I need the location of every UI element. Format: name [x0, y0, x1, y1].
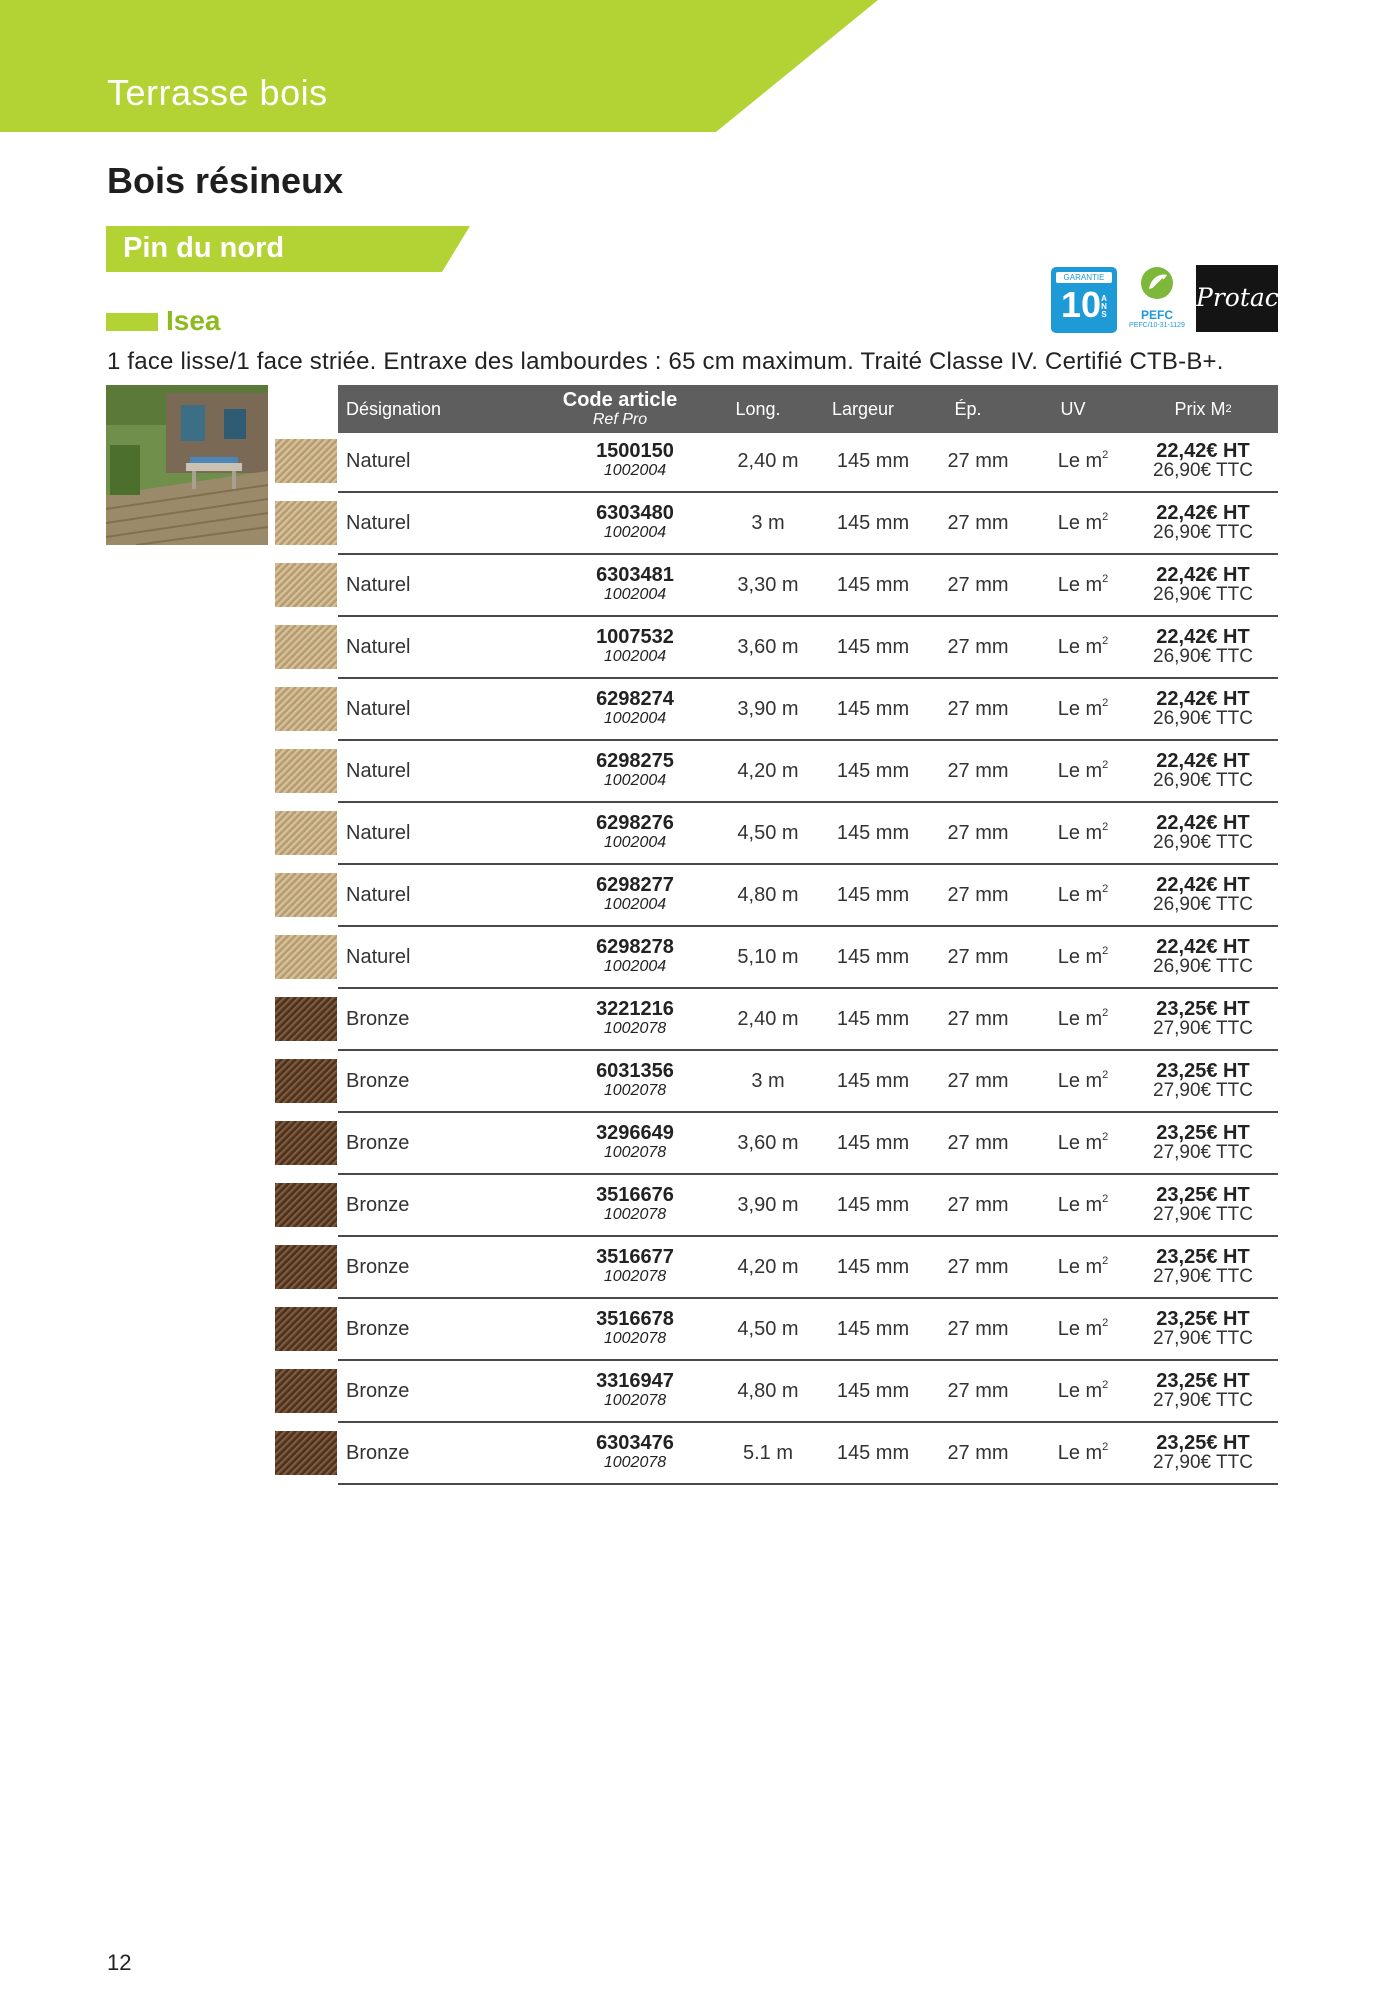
largeur-cell: 145 mm	[836, 759, 910, 782]
designation-cell: Naturel	[346, 511, 411, 534]
price-cell: 23,25€ HT 27,90€ TTC	[1153, 1246, 1253, 1287]
code-cell: 3316947 1002078	[596, 1370, 674, 1409]
ep-cell: 27 mm	[947, 759, 1009, 782]
designation-cell: Naturel	[346, 759, 411, 782]
price-cell: 23,25€ HT 27,90€ TTC	[1153, 1308, 1253, 1349]
price-cell: 22,42€ HT 26,90€ TTC	[1153, 750, 1253, 791]
code-cell: 6298274 1002004	[596, 688, 674, 727]
table-row	[0, 989, 1280, 1051]
designation-cell: Bronze	[346, 1379, 410, 1402]
code-cell: 6298275 1002004	[596, 750, 674, 789]
code-cell: 6298278 1002004	[596, 936, 674, 975]
long-cell: 5.1 m	[742, 1441, 794, 1464]
code-cell: 3516677 1002078	[596, 1246, 674, 1285]
long-cell: 4,50 m	[737, 821, 799, 844]
table-row	[0, 1299, 1280, 1361]
price-cell: 22,42€ HT 26,90€ TTC	[1153, 502, 1253, 543]
code-cell: 6303480 1002004	[596, 502, 674, 541]
designation-cell: Bronze	[346, 1007, 410, 1030]
header-designation: Désignation	[346, 398, 442, 419]
designation-cell: Bronze	[346, 1131, 410, 1154]
long-cell: 3,30 m	[737, 573, 799, 596]
table-row	[0, 1051, 1280, 1113]
long-cell: 3 m	[751, 511, 785, 534]
largeur-cell: 145 mm	[836, 1131, 910, 1154]
uv-cell: Le m $^2$	[1057, 1317, 1109, 1340]
header-uv: UV	[1060, 398, 1086, 419]
designation-cell: Naturel	[346, 449, 411, 472]
price-cell: 22,42€ HT 26,90€ TTC	[1153, 440, 1253, 481]
naturel-wood-swatch	[275, 811, 337, 855]
long-cell: 4,80 m	[737, 1379, 799, 1402]
code-cell: 3516678 1002078	[596, 1308, 674, 1347]
code-cell: 1007532 1002004	[596, 626, 674, 665]
product-description: 1 face lisse/1 face striée. Entraxe des lambourdes : 65 cm maximum. Traité Classe IV. Certifié CTB-B+.	[107, 348, 1224, 375]
code-cell: 3221216 1002078	[596, 998, 674, 1037]
largeur-cell: 145 mm	[836, 883, 910, 906]
largeur-cell: 145 mm	[836, 573, 910, 596]
row-divider	[338, 1483, 1278, 1485]
banner-title: Terrasse bois	[107, 72, 328, 113]
naturel-wood-swatch	[275, 687, 337, 731]
code-cell: 6303476 1002078	[596, 1432, 674, 1471]
price-cell: 22,42€ HT 26,90€ TTC	[1153, 812, 1253, 853]
price-cell: 23,25€ HT 27,90€ TTC	[1153, 1184, 1253, 1225]
bronze-wood-swatch	[275, 1183, 337, 1227]
designation-cell: Naturel	[346, 821, 411, 844]
price-cell: 22,42€ HT 26,90€ TTC	[1153, 626, 1253, 667]
designation-cell: Naturel	[346, 573, 411, 596]
largeur-cell: 145 mm	[836, 945, 910, 968]
long-cell: 3,60 m	[737, 1131, 799, 1154]
largeur-cell: 145 mm	[836, 1255, 910, 1278]
ep-cell: 27 mm	[947, 635, 1009, 658]
ep-cell: 27 mm	[947, 1255, 1009, 1278]
long-cell: 3,90 m	[737, 697, 799, 720]
uv-cell: Le m $^2$	[1057, 1379, 1109, 1402]
bronze-wood-swatch	[275, 1369, 337, 1413]
ep-cell: 27 mm	[947, 1007, 1009, 1030]
table-row	[0, 1423, 1280, 1485]
price-cell: 23,25€ HT 27,90€ TTC	[1153, 998, 1253, 1039]
largeur-cell: 145 mm	[836, 511, 910, 534]
naturel-wood-swatch	[275, 935, 337, 979]
table-row	[0, 741, 1280, 803]
product-marker	[106, 313, 158, 331]
table-row	[0, 431, 1280, 493]
header-code: Code article Ref Pro	[562, 389, 678, 428]
price-cell: 22,42€ HT 26,90€ TTC	[1153, 564, 1253, 605]
bronze-wood-swatch	[275, 1059, 337, 1103]
table-row	[0, 1237, 1280, 1299]
uv-cell: Le m $^2$	[1057, 1255, 1109, 1278]
designation-cell: Naturel	[346, 635, 411, 658]
garantie-badge	[1051, 267, 1117, 333]
uv-cell: Le m $^2$	[1057, 573, 1109, 596]
ep-cell: 27 mm	[947, 1193, 1009, 1216]
header-prix: Prix M 2	[1174, 398, 1232, 419]
uv-cell: Le m $^2$	[1057, 821, 1109, 844]
price-cell: 23,25€ HT 27,90€ TTC	[1153, 1370, 1253, 1411]
largeur-cell: 145 mm	[836, 1193, 910, 1216]
ep-cell: 27 mm	[947, 1317, 1009, 1340]
section-title: Bois résineux	[107, 160, 344, 201]
long-cell: 4,20 m	[737, 1255, 799, 1278]
table-row	[0, 865, 1280, 927]
bronze-wood-swatch	[275, 1121, 337, 1165]
largeur-cell: 145 mm	[836, 1007, 910, 1030]
pefc-label: PEFC	[1140, 308, 1173, 322]
code-cell: 3516676 1002078	[596, 1184, 674, 1223]
uv-cell: Le m $^2$	[1057, 449, 1109, 472]
long-cell: 3,60 m	[737, 635, 799, 658]
designation-cell: Bronze	[346, 1317, 410, 1340]
uv-cell: Le m $^2$	[1057, 945, 1109, 968]
ep-cell: 27 mm	[947, 1069, 1009, 1092]
uv-cell: Le m $^2$	[1057, 697, 1109, 720]
ep-cell: 27 mm	[947, 1131, 1009, 1154]
header-ep: Ép.	[954, 398, 982, 419]
designation-cell: Naturel	[346, 883, 411, 906]
code-cell: 6298276 1002004	[596, 812, 674, 851]
garantie-years: 10ANS	[1060, 284, 1107, 325]
naturel-wood-swatch	[275, 501, 337, 545]
naturel-wood-swatch	[275, 873, 337, 917]
table-row	[0, 617, 1280, 679]
largeur-cell: 145 mm	[836, 1441, 910, 1464]
price-cell: 22,42€ HT 26,90€ TTC	[1153, 688, 1253, 729]
largeur-cell: 145 mm	[836, 1069, 910, 1092]
designation-cell: Naturel	[346, 697, 411, 720]
header-largeur: Largeur	[831, 398, 895, 419]
code-cell: 1500150 1002004	[596, 440, 674, 479]
long-cell: 4,50 m	[737, 1317, 799, 1340]
designation-cell: Bronze	[346, 1441, 410, 1464]
ep-cell: 27 mm	[947, 821, 1009, 844]
code-cell: 6031356 1002078	[596, 1060, 674, 1099]
product-name: Isea	[166, 305, 221, 336]
naturel-wood-swatch	[275, 625, 337, 669]
uv-cell: Le m $^2$	[1057, 1193, 1109, 1216]
uv-cell: Le m $^2$	[1057, 759, 1109, 782]
ep-cell: 27 mm	[947, 511, 1009, 534]
protac-badge	[1196, 265, 1278, 332]
long-cell: 4,20 m	[737, 759, 799, 782]
table-row	[0, 493, 1280, 555]
price-cell: 22,42€ HT 26,90€ TTC	[1153, 936, 1253, 977]
ep-cell: 27 mm	[947, 449, 1009, 472]
ep-cell: 27 mm	[947, 573, 1009, 596]
bronze-wood-swatch	[275, 1431, 337, 1475]
long-cell: 3,90 m	[737, 1193, 799, 1216]
largeur-cell: 145 mm	[836, 1317, 910, 1340]
code-cell: 3296649 1002078	[596, 1122, 674, 1161]
page-number: 12	[107, 1950, 132, 1975]
ep-cell: 27 mm	[947, 883, 1009, 906]
uv-cell: Le m $^2$	[1057, 511, 1109, 534]
uv-cell: Le m $^2$	[1057, 1069, 1109, 1092]
largeur-cell: 145 mm	[836, 1379, 910, 1402]
designation-cell: Bronze	[346, 1193, 410, 1216]
naturel-wood-swatch	[275, 749, 337, 793]
long-cell: 3 m	[751, 1069, 785, 1092]
table-row	[0, 555, 1280, 617]
designation-cell: Naturel	[346, 945, 411, 968]
naturel-wood-swatch	[275, 439, 337, 483]
designation-cell: Bronze	[346, 1255, 410, 1278]
long-cell: 4,80 m	[737, 883, 799, 906]
ep-cell: 27 mm	[947, 697, 1009, 720]
uv-cell: Le m $^2$	[1057, 1441, 1109, 1464]
code-cell: 6303481 1002004	[596, 564, 674, 603]
subtitle-text: Pin du nord	[123, 232, 285, 264]
table-row	[0, 927, 1280, 989]
table-row	[0, 1361, 1280, 1423]
uv-cell: Le m $^2$	[1057, 635, 1109, 658]
price-cell: 23,25€ HT 27,90€ TTC	[1153, 1432, 1253, 1473]
price-cell: 22,42€ HT 26,90€ TTC	[1153, 874, 1253, 915]
largeur-cell: 145 mm	[836, 821, 910, 844]
table-header	[338, 385, 1278, 433]
pefc-code: PEFC/10-31-1129	[1129, 322, 1185, 329]
ep-cell: 27 mm	[947, 1379, 1009, 1402]
uv-cell: Le m $^2$	[1057, 883, 1109, 906]
bronze-wood-swatch	[275, 1245, 337, 1289]
price-cell: 23,25€ HT 27,90€ TTC	[1153, 1060, 1253, 1101]
naturel-wood-swatch	[275, 563, 337, 607]
table-row	[0, 679, 1280, 741]
pefc-logo-icon	[1135, 265, 1179, 301]
long-cell: 2,40 m	[737, 1007, 799, 1030]
uv-cell: Le m $^2$	[1057, 1131, 1109, 1154]
largeur-cell: 145 mm	[836, 697, 910, 720]
uv-cell: Le m $^2$	[1057, 1007, 1109, 1030]
code-cell: 6298277 1002004	[596, 874, 674, 913]
price-cell: 23,25€ HT 27,90€ TTC	[1153, 1122, 1253, 1163]
ep-cell: 27 mm	[947, 1441, 1009, 1464]
largeur-cell: 145 mm	[836, 449, 910, 472]
ep-cell: 27 mm	[947, 945, 1009, 968]
largeur-cell: 145 mm	[836, 635, 910, 658]
long-cell: 2,40 m	[737, 449, 799, 472]
table-row	[0, 803, 1280, 865]
bronze-wood-swatch	[275, 997, 337, 1041]
protac-label: Protac	[1196, 283, 1279, 312]
pefc-badge	[1122, 265, 1192, 335]
designation-cell: Bronze	[346, 1069, 410, 1092]
bronze-wood-swatch	[275, 1307, 337, 1351]
header-long: Long.	[735, 398, 781, 419]
table-row	[0, 1175, 1280, 1237]
table-row	[0, 1113, 1280, 1175]
garantie-label: GARANTIE	[1056, 272, 1112, 283]
long-cell: 5,10 m	[737, 945, 799, 968]
